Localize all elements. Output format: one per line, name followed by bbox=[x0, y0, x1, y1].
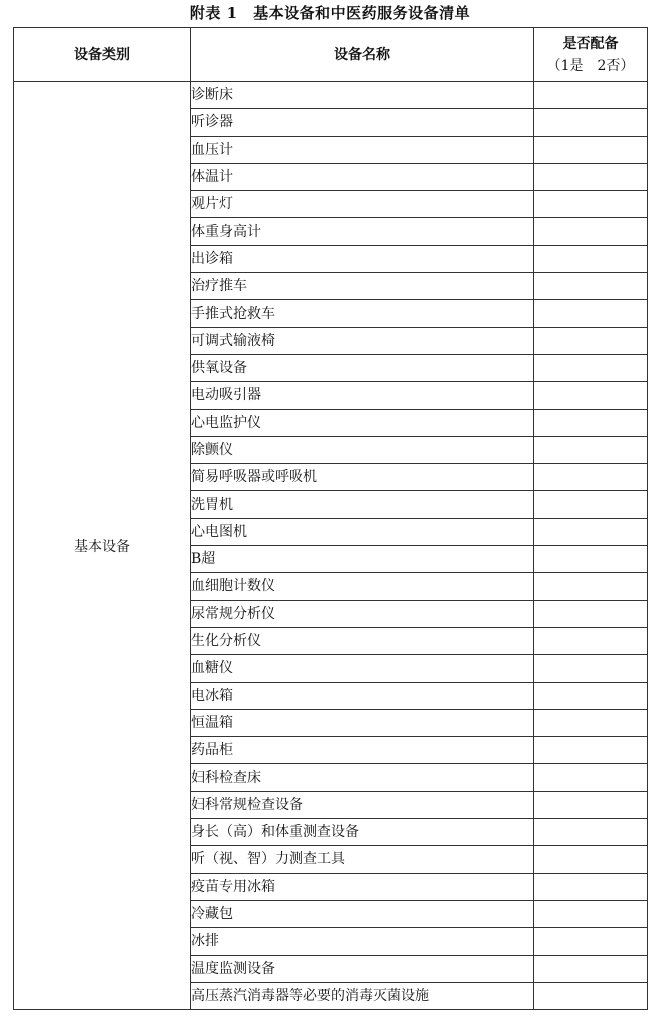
equipment-name-cell: 血糖仪 bbox=[191, 655, 534, 682]
equipment-name-cell: 血压计 bbox=[191, 136, 534, 163]
configured-input-cell[interactable] bbox=[534, 491, 648, 518]
table-header-row bbox=[14, 28, 648, 82]
configured-input-cell[interactable] bbox=[534, 955, 648, 982]
equipment-table bbox=[13, 27, 648, 1010]
configured-input-cell[interactable] bbox=[534, 764, 648, 791]
header-configured-legend: （1是 2否） bbox=[546, 57, 635, 74]
configured-input-cell[interactable] bbox=[534, 436, 648, 463]
configured-input-cell[interactable] bbox=[534, 627, 648, 654]
equipment-name-cell: 尿常规分析仪 bbox=[191, 600, 534, 627]
header-equipment-name: 设备名称 bbox=[191, 28, 534, 82]
document-title: 附表 1 基本设备和中医药服务设备清单 bbox=[189, 4, 471, 22]
equipment-name-cell: 生化分析仪 bbox=[191, 627, 534, 654]
equipment-name-cell: 治疗推车 bbox=[191, 273, 534, 300]
configured-input-cell[interactable] bbox=[534, 464, 648, 491]
equipment-name-cell: 供氧设备 bbox=[191, 354, 534, 381]
configured-input-cell[interactable] bbox=[534, 300, 648, 327]
equipment-name-cell: 电动吸引器 bbox=[191, 382, 534, 409]
header-configured-label: 是否配备 bbox=[562, 35, 619, 52]
equipment-name-cell: 除颤仪 bbox=[191, 436, 534, 463]
equipment-name-cell: 电冰箱 bbox=[191, 682, 534, 709]
configured-input-cell[interactable] bbox=[534, 982, 648, 1009]
configured-input-cell[interactable] bbox=[534, 409, 648, 436]
table-row bbox=[14, 82, 648, 109]
configured-input-cell[interactable] bbox=[534, 546, 648, 573]
equipment-name-cell: 身长（高）和体重测查设备 bbox=[191, 819, 534, 846]
configured-input-cell[interactable] bbox=[534, 600, 648, 627]
configured-input-cell[interactable] bbox=[534, 873, 648, 900]
configured-input-cell[interactable] bbox=[534, 682, 648, 709]
configured-input-cell[interactable] bbox=[534, 709, 648, 736]
equipment-name-cell: 心电图机 bbox=[191, 518, 534, 545]
header-configured bbox=[534, 28, 648, 82]
equipment-name-cell: 洗胃机 bbox=[191, 491, 534, 518]
configured-input-cell[interactable] bbox=[534, 109, 648, 136]
configured-input-cell[interactable] bbox=[534, 191, 648, 218]
equipment-name-cell: 高压蒸汽消毒器等必要的消毒灭菌设施 bbox=[191, 982, 534, 1009]
header-category: 设备类别 bbox=[14, 28, 191, 82]
configured-input-cell[interactable] bbox=[534, 819, 648, 846]
configured-input-cell[interactable] bbox=[534, 518, 648, 545]
equipment-name-cell: 冷藏包 bbox=[191, 900, 534, 927]
equipment-name-cell: 妇科检查床 bbox=[191, 764, 534, 791]
configured-input-cell[interactable] bbox=[534, 245, 648, 272]
equipment-name-cell: 听诊器 bbox=[191, 109, 534, 136]
configured-input-cell[interactable] bbox=[534, 218, 648, 245]
configured-input-cell[interactable] bbox=[534, 900, 648, 927]
configured-input-cell[interactable] bbox=[534, 846, 648, 873]
configured-input-cell[interactable] bbox=[534, 737, 648, 764]
configured-input-cell[interactable] bbox=[534, 327, 648, 354]
configured-input-cell[interactable] bbox=[534, 573, 648, 600]
equipment-name-cell: 温度监测设备 bbox=[191, 955, 534, 982]
equipment-name-cell: 手推式抢救车 bbox=[191, 300, 534, 327]
configured-input-cell[interactable] bbox=[534, 791, 648, 818]
equipment-name-cell: 冰排 bbox=[191, 928, 534, 955]
configured-input-cell[interactable] bbox=[534, 928, 648, 955]
equipment-name-cell: 诊断床 bbox=[191, 82, 534, 109]
equipment-name-cell: 听（视、智）力测查工具 bbox=[191, 846, 534, 873]
equipment-name-cell: 体温计 bbox=[191, 163, 534, 190]
equipment-name-cell: 可调式输液椅 bbox=[191, 327, 534, 354]
equipment-name-cell: 疫苗专用冰箱 bbox=[191, 873, 534, 900]
equipment-name-cell: 恒温箱 bbox=[191, 709, 534, 736]
configured-input-cell[interactable] bbox=[534, 82, 648, 109]
equipment-name-cell: 体重身高计 bbox=[191, 218, 534, 245]
configured-input-cell[interactable] bbox=[534, 163, 648, 190]
category-cell: 基本设备 bbox=[14, 82, 191, 1010]
configured-input-cell[interactable] bbox=[534, 655, 648, 682]
configured-input-cell[interactable] bbox=[534, 354, 648, 381]
equipment-name-cell: 心电监护仪 bbox=[191, 409, 534, 436]
equipment-name-cell: 简易呼吸器或呼吸机 bbox=[191, 464, 534, 491]
table-body bbox=[14, 82, 648, 1010]
equipment-name-cell: 观片灯 bbox=[191, 191, 534, 218]
configured-input-cell[interactable] bbox=[534, 136, 648, 163]
configured-input-cell[interactable] bbox=[534, 382, 648, 409]
equipment-name-cell: 妇科常规检查设备 bbox=[191, 791, 534, 818]
equipment-name-cell: 出诊箱 bbox=[191, 245, 534, 272]
equipment-name-cell: 血细胞计数仪 bbox=[191, 573, 534, 600]
equipment-name-cell: B超 bbox=[191, 546, 534, 573]
configured-input-cell[interactable] bbox=[534, 273, 648, 300]
equipment-name-cell: 药品柜 bbox=[191, 737, 534, 764]
